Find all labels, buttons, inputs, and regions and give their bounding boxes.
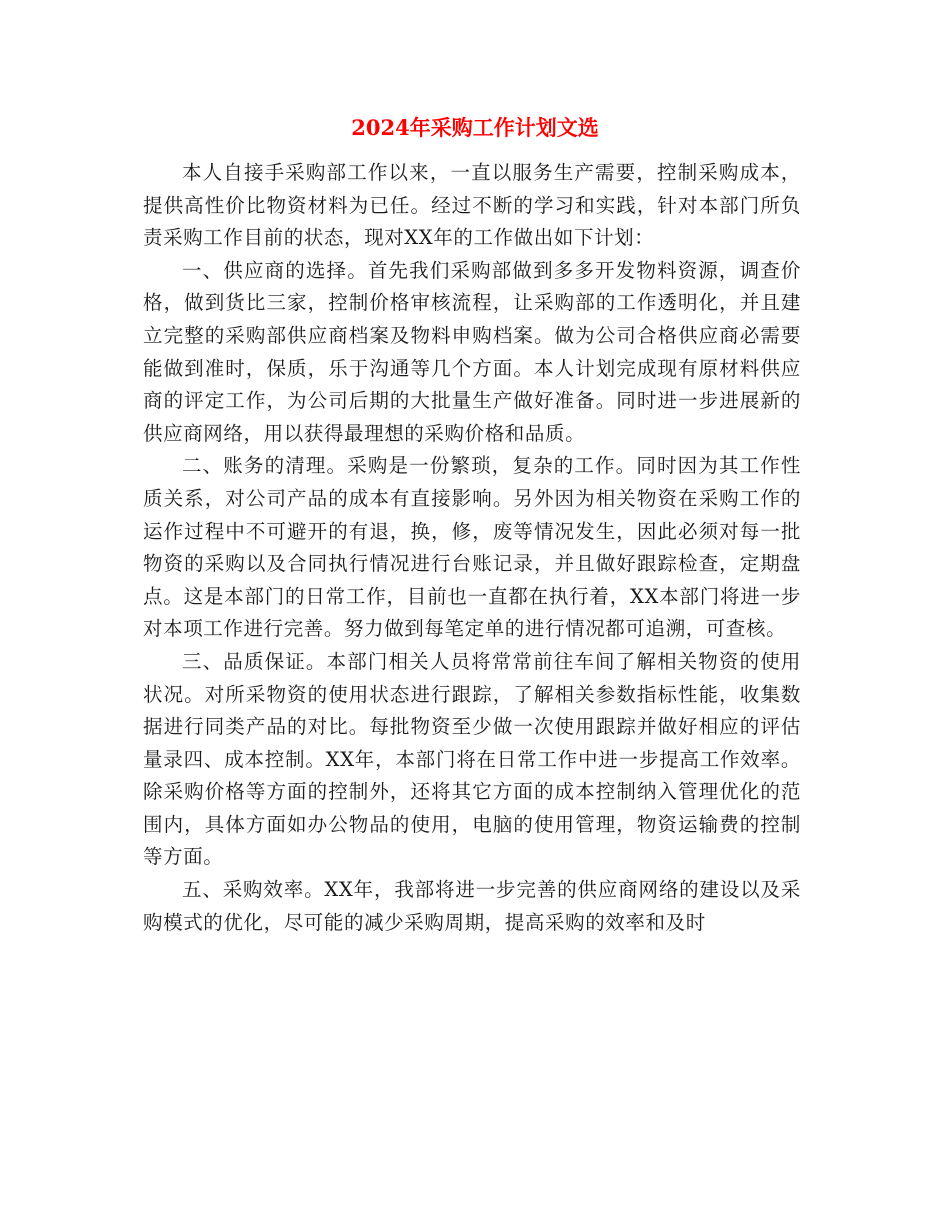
- paragraph-purchasing-efficiency: 五、采购效率。XX年，我部将进一步完善的供应商网络的建设以及采购模式的优化，尽可能的减少采购周期，提高采购的效率和及时: [143, 878, 801, 934]
- paragraph-quality-assurance: 三、品质保证。本部门相关人员将常常前往车间了解相关物资的使用状况。对所采物资的使用状态进行跟踪，了解相关参数指标性能，收集数据进行同类产品的对比。每批物资至少做一次使用跟踪并做好相应的评估量录四、成本控制。XX年，本部门将在日常工作中进一步提高工作效率。除采购价格等方面的控制外，还将其它方面的成本控制纳入管理优化的范围内，具体方面如办公物品的使用，电脑的使用管理，物资运输费的控制等方面。: [143, 649, 801, 869]
- paragraph-supplier-selection: 一、供应商的选择。首先我们采购部做到多多开发物料资源，调查价格，做到货比三家，控制价格审核流程，让采购部的工作透明化，并且建立完整的采购部供应商档案及物料申购档案。做为公司合格供应商必需要能做到准时，保质，乐于沟通等几个方面。本人计划完成现有原材料供应商的评定工作，为公司后期的大批量生产做好准备。同时进一步进展新的供应商网络，用以获得最理想的采购价格和品质。: [143, 258, 801, 445]
- paragraph-intro: 本人自接手采购部工作以来，一直以服务生产需要，控制采购成本，提供高性价比物资材料为已任。经过不断的学习和实践，针对本部门所负责采购工作目前的状态，现对XX年的工作做出如下计划：: [143, 161, 801, 250]
- paragraph-accounts-cleanup: 二、账务的清理。采购是一份繁琐，复杂的工作。同时因为其工作性质关系，对公司产品的成本有直接影响。另外因为相关物资在采购工作的运作过程中不可避开的有退，换，修，废等情况发生，因此必须对每一批物资的采购以及合同执行情况进行台账记录，并且做好跟踪检查，定期盘点。这是本部门的日常工作，目前也一直都在执行着，XX本部门将进一步对本项工作进行完善。努力做到每笔定单的进行情况都可追溯，可查核。: [143, 454, 801, 641]
- document-body: [143, 157, 801, 939]
- document-title: 2024年采购工作计划文选: [351, 115, 599, 140]
